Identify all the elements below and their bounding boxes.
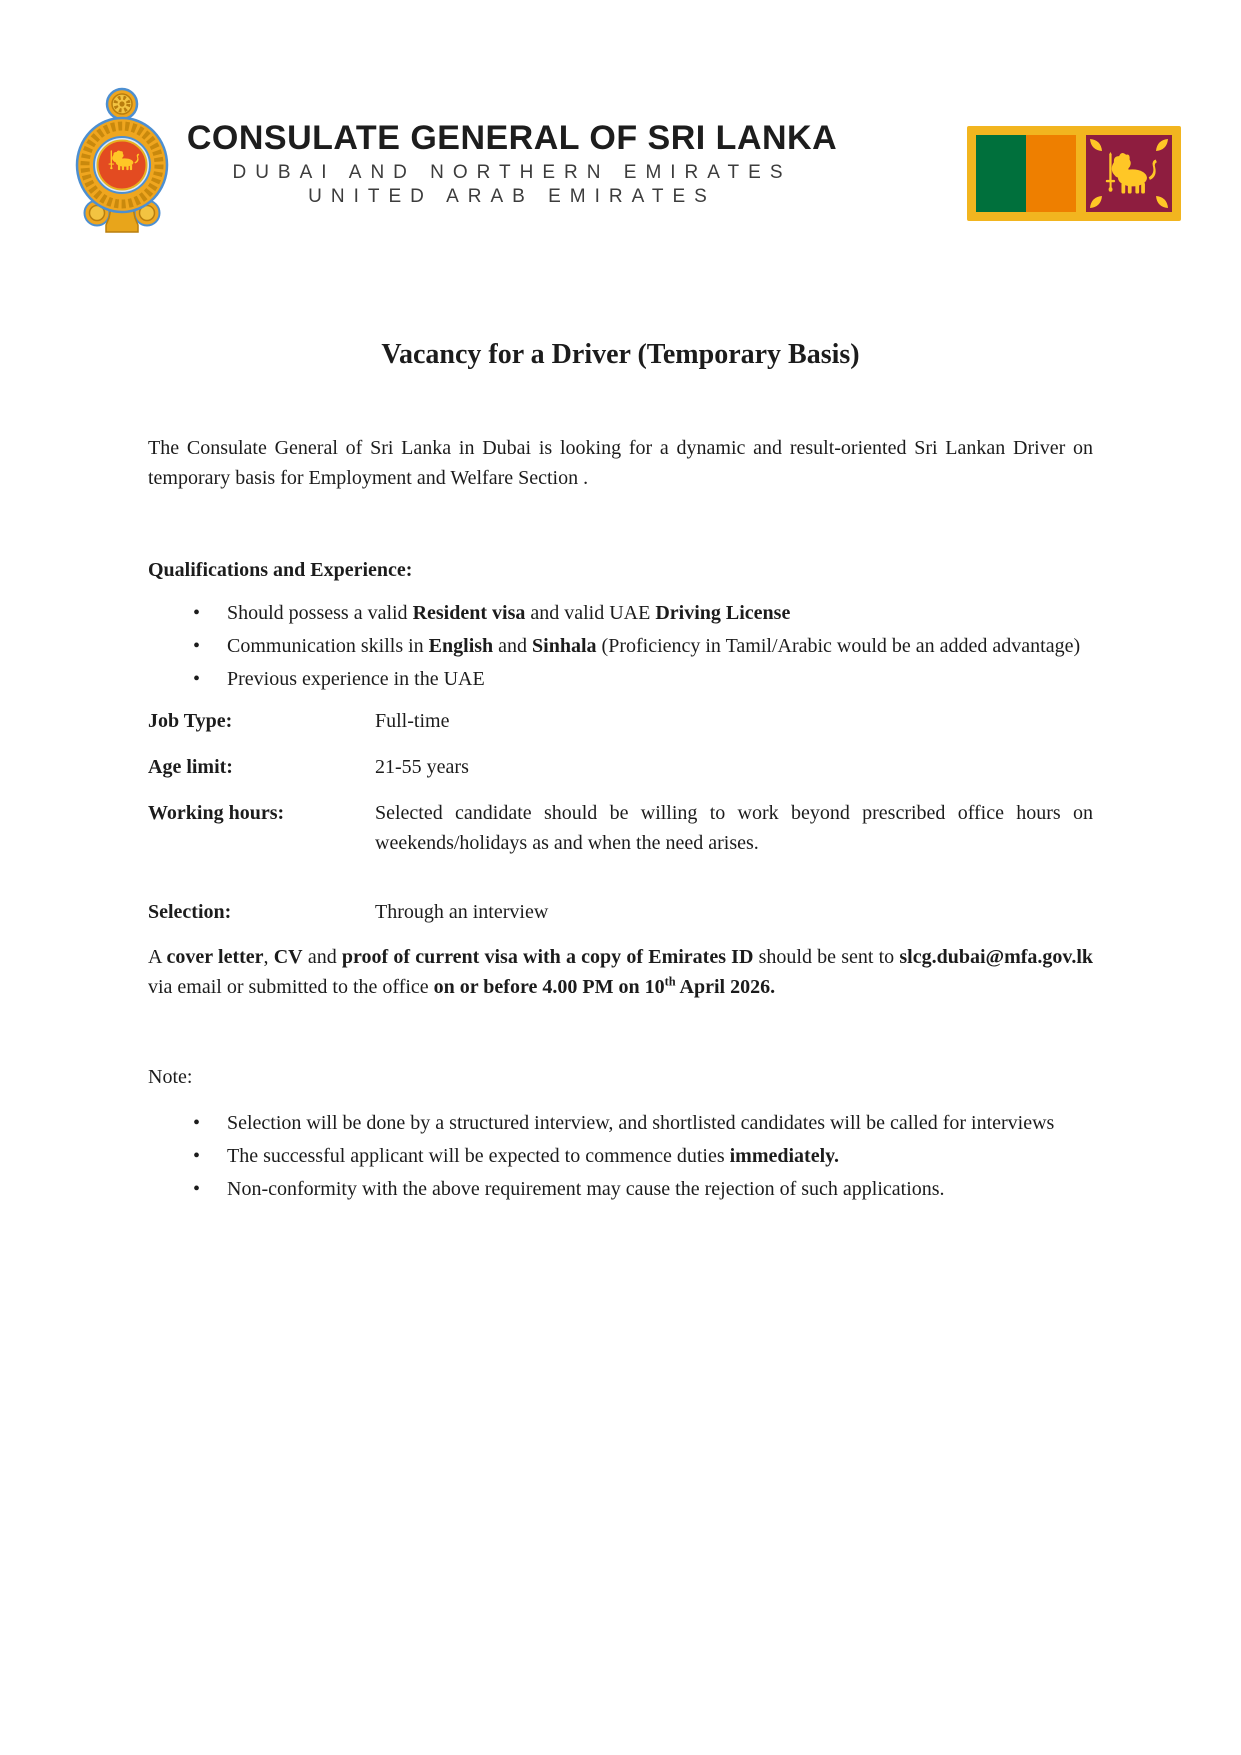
age-limit-label: Age limit: bbox=[148, 756, 233, 778]
org-subtitle-line2: UNITED ARAB EMIRATES bbox=[308, 186, 716, 207]
note-list bbox=[148, 1108, 1093, 1204]
document-body bbox=[148, 0, 1093, 1207]
note-item: • The successful applicant will be expected to commence duties immediately. bbox=[227, 1141, 1093, 1171]
qualifications-list bbox=[148, 598, 1093, 694]
selection-label: Selection: bbox=[148, 901, 232, 923]
document-title: Vacancy for a Driver (Temporary Basis) bbox=[381, 339, 860, 370]
job-type-value: Full-time bbox=[375, 710, 450, 732]
note-heading: Note: bbox=[148, 1066, 193, 1088]
working-hours-value: Selected candidate should be willing to work beyond prescribed office hours on weekends/holidays as and when the need arises. bbox=[375, 802, 1093, 854]
org-subtitle-line1: DUBAI AND NORTHERN EMIRATES bbox=[232, 162, 792, 183]
age-limit-value: 21-55 years bbox=[375, 756, 469, 778]
job-type-label: Job Type: bbox=[148, 710, 233, 732]
note-item: • Selection will be done by a structured interview, and shortlisted candidates will be called for interviews bbox=[227, 1108, 1093, 1138]
qualification-item: • Communication skills in English and Sinhala (Proficiency in Tamil/Arabic would be an added advantage) bbox=[227, 631, 1093, 661]
age-limit-row bbox=[148, 752, 1093, 782]
selection-row bbox=[148, 897, 1093, 927]
qualifications-heading: Qualifications and Experience: bbox=[148, 559, 413, 581]
email-address: slcg.dubai@mfa.gov.lk bbox=[899, 946, 1094, 968]
note-item: • Non-conformity with the above requirement may cause the rejection of such applications. bbox=[227, 1174, 1093, 1204]
qualification-item: • Should possess a valid Resident visa and valid UAE Driving License bbox=[227, 598, 1093, 628]
working-hours-label: Working hours: bbox=[148, 802, 285, 824]
working-hours-row bbox=[148, 798, 1093, 858]
selection-value: Through an interview bbox=[375, 901, 549, 923]
org-name: CONSULATE GENERAL OF SRI LANKA bbox=[186, 119, 838, 157]
intro-paragraph: The Consulate General of Sri Lanka in Dubai is looking for a dynamic and result-oriented Sri Lankan Driver on temporary basis for Employment and Welfare Section . bbox=[148, 437, 1093, 489]
qualification-item: • Previous experience in the UAE bbox=[227, 664, 1093, 694]
job-type-row bbox=[148, 706, 1093, 736]
application-paragraph: A cover letter, CV and proof of current visa with a copy of Emirates ID should be sent to slcg.dubai@mfa.gov.lk via email or submitted to the office on or before 4.00 PM on 10th April 2026. bbox=[148, 946, 1094, 998]
